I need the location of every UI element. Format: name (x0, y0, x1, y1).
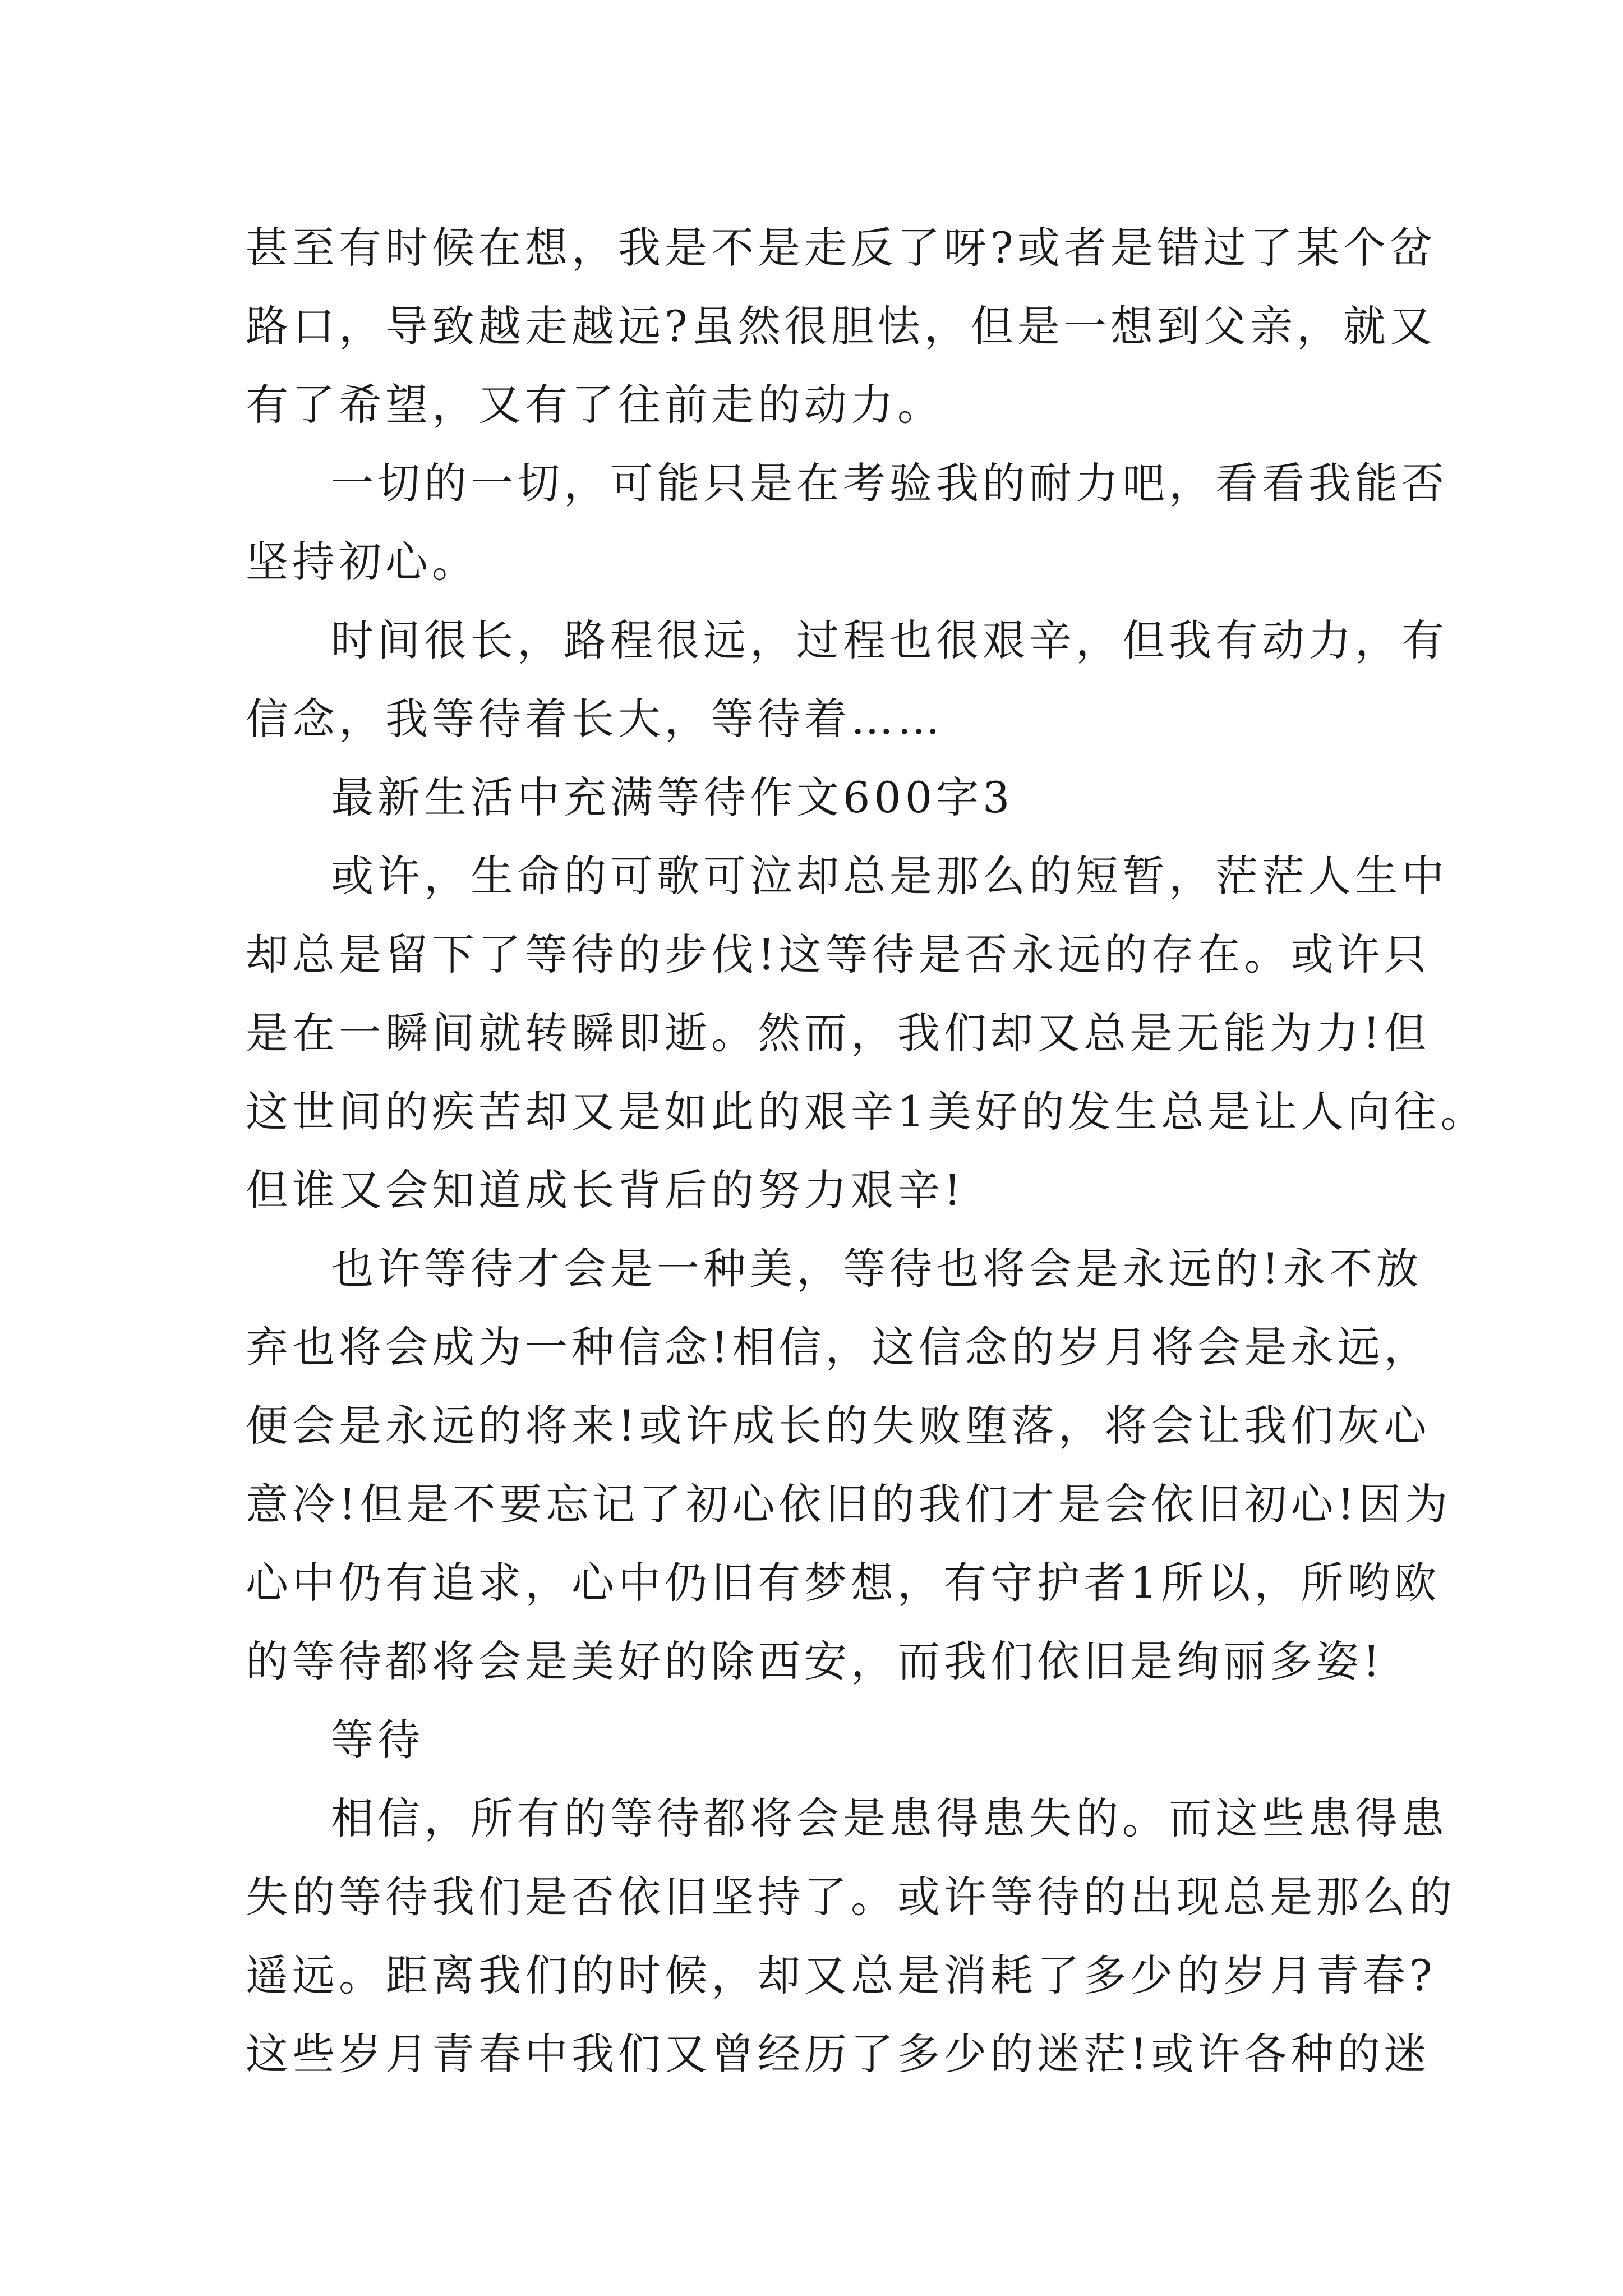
paragraph-p5 (246, 837, 1487, 1230)
text-line: 失的等待我们是否依旧坚持了。或许等待的出现总是那么的 (246, 1872, 1456, 1922)
paragraph-p2 (246, 444, 1448, 601)
text-line: 甚至有时候在想，我是不是走反了呀?或者是错过了某个岔 (246, 223, 1436, 273)
paragraph-p8 (246, 1779, 1456, 2093)
text-line: 的等待都将会是美好的除西安，而我们依旧是绚丽多姿! (246, 1636, 1384, 1686)
text-line: 便会是永远的将来!或许成长的失败堕落，将会让我们灰心 (246, 1401, 1431, 1451)
text-line: 路口，导致越走越远?虽然很胆怯，但是一想到父亲，就又 (246, 301, 1436, 351)
text-line: 时间很长，路程很远，过程也很艰辛，但我有动力，有 (331, 615, 1448, 665)
text-line: 遥远。距离我们的时候，却又总是消耗了多少的岁月青春? (246, 1950, 1436, 2000)
text-line: 这些岁月青春中我们又曾经历了多少的迷茫!或许各种的迷 (246, 2029, 1431, 2079)
text-line: 信念，我等待着长大，等待着…… (246, 694, 944, 744)
text-line: 一切的一切，可能只是在考验我的耐力吧，看看我能否 (331, 458, 1448, 508)
text-line: 等待 (331, 1715, 424, 1765)
paragraph-p1 (246, 209, 1436, 444)
text-line: 心中仍有追求，心中仍旧有梦想，有守护者1所以，所哟欧 (246, 1558, 1441, 1608)
essay-body (246, 209, 1487, 2093)
text-line: 是在一瞬间就转瞬即逝。然而，我们却又总是无能为力!但 (246, 1008, 1431, 1058)
paragraph-p7 (246, 1701, 1384, 1779)
text-line: 相信，所有的等待都将会是患得患失的。而这些患得患 (331, 1793, 1448, 1843)
paragraph-p3 (246, 601, 1448, 758)
text-line: 或许，生命的可歌可泣却总是那么的短暂，茫茫人生中 (331, 851, 1448, 901)
text-line: 却总是留下了等待的步伐!这等待是否永远的存在。或许只 (246, 930, 1431, 979)
text-line: 弃也将会成为一种信念!相信，这信念的岁月将会是永远， (246, 1322, 1431, 1372)
text-line: 最新生活中充满等待作文600字3 (331, 772, 1014, 822)
text-line: 但谁又会知道成长背后的努力艰辛! (246, 1165, 965, 1215)
text-line: 也许等待才会是一种美，等待也将会是永远的!永不放 (331, 1244, 1423, 1294)
paragraph-p6 (246, 1230, 1452, 1701)
paragraph-p4 (246, 758, 1384, 837)
text-line: 这世间的疾苦却又是如此的艰辛1美好的发生总是让人向往。 (246, 1087, 1487, 1137)
text-line: 坚持初心。 (246, 537, 478, 587)
text-line: 意冷!但是不要忘记了初心依旧的我们才是会依旧初心!因为 (246, 1479, 1452, 1529)
text-line: 有了希望，又有了往前走的动力。 (246, 380, 944, 430)
